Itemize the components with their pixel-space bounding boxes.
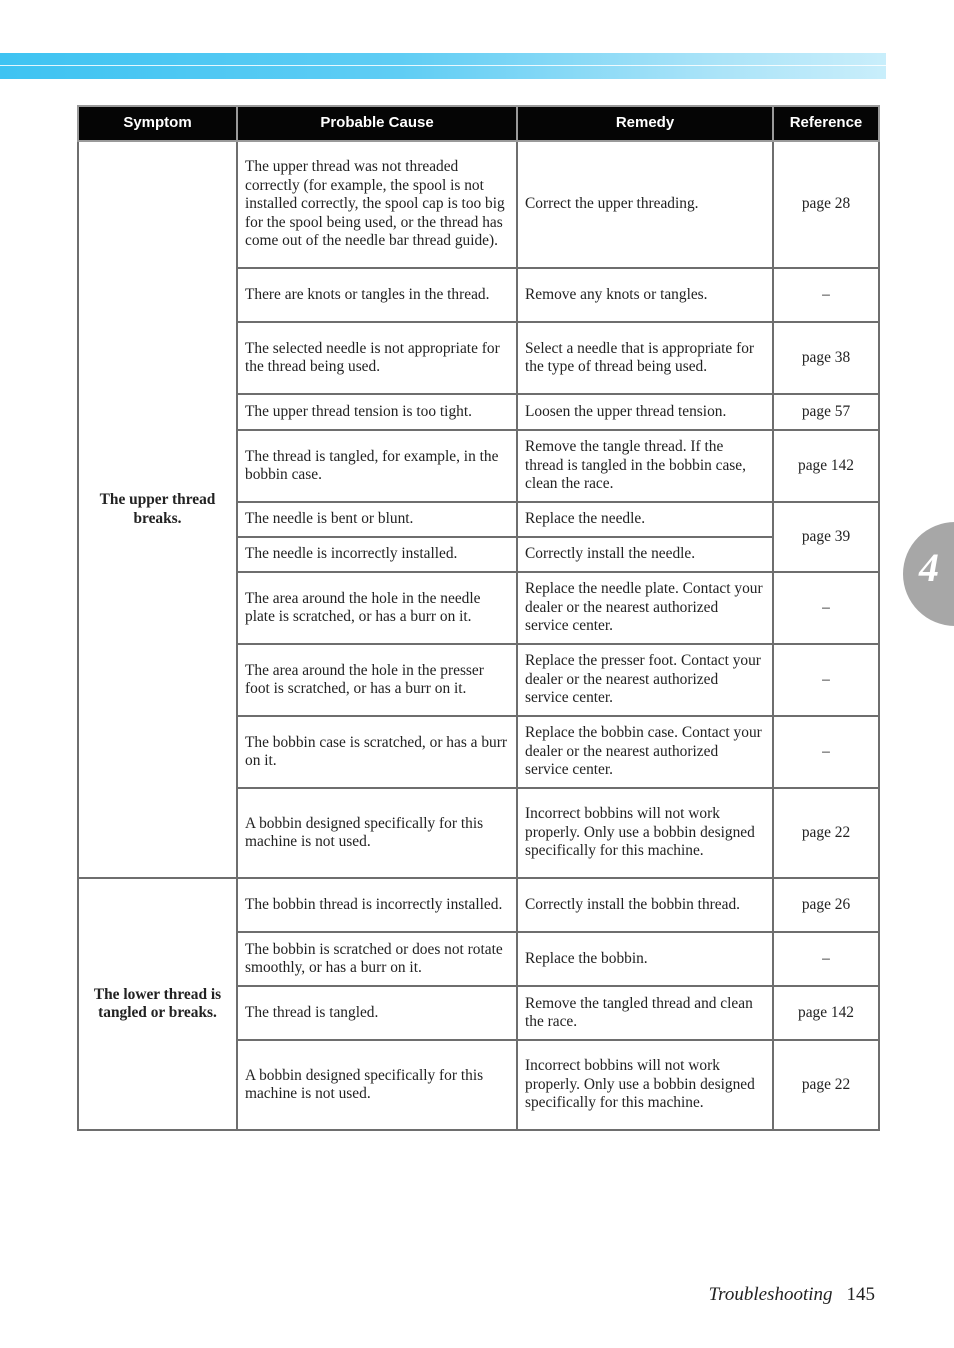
cause-cell: The needle is bent or blunt. — [237, 502, 517, 537]
cause-cell: There are knots or tangles in the thread. — [237, 268, 517, 322]
remedy-cell: Replace the presser foot. Contact your dealer or the nearest authorized service center. — [517, 644, 773, 716]
symptom-cell: The lower thread is tangled or breaks. — [78, 878, 237, 1130]
cause-cell: The needle is incorrectly installed. — [237, 537, 517, 572]
page-footer — [709, 1284, 875, 1306]
remedy-cell: Replace the needle. — [517, 502, 773, 537]
column-header-remedy: Remedy — [517, 106, 773, 141]
reference-cell: page 142 — [773, 430, 879, 502]
reference-cell: – — [773, 644, 879, 716]
reference-cell: – — [773, 716, 879, 788]
cause-cell: The bobbin case is scratched, or has a burr on it. — [237, 716, 517, 788]
reference-cell: – — [773, 572, 879, 644]
reference-cell: page 39 — [773, 502, 879, 572]
cause-cell: The selected needle is not appropriate for the thread being used. — [237, 322, 517, 394]
reference-cell: page 26 — [773, 878, 879, 932]
column-header-symptom: Symptom — [78, 106, 237, 141]
reference-cell: page 38 — [773, 322, 879, 394]
cause-cell: The upper thread was not threaded correctly (for example, the spool is not installed correctly, the spool cap is too big for the spool being used, or the thread has come out of the needle bar thread guide). — [237, 141, 517, 268]
reference-cell: – — [773, 932, 879, 986]
reference-cell: page 22 — [773, 788, 879, 878]
remedy-cell: Incorrect bobbins will not work properly. Only use a bobbin designed specifically for this machine. — [517, 788, 773, 878]
cause-cell: The thread is tangled, for example, in the bobbin case. — [237, 430, 517, 502]
remedy-cell: Correct the upper threading. — [517, 141, 773, 268]
remedy-cell: Replace the bobbin case. Contact your dealer or the nearest authorized service center. — [517, 716, 773, 788]
chapter-tab — [903, 522, 954, 626]
remedy-cell: Remove the tangle thread. If the thread is tangled in the bobbin case, clean the race. — [517, 430, 773, 502]
reference-cell: – — [773, 268, 879, 322]
column-header-cause: Probable Cause — [237, 106, 517, 141]
reference-cell: page 142 — [773, 986, 879, 1040]
remedy-cell: Correctly install the bobbin thread. — [517, 878, 773, 932]
footer-section-title: Troubleshooting — [708, 1284, 833, 1305]
remedy-cell: Replace the bobbin. — [517, 932, 773, 986]
reference-cell: page 22 — [773, 1040, 879, 1130]
cause-cell: The upper thread tension is too tight. — [237, 394, 517, 430]
remedy-cell: Correctly install the needle. — [517, 537, 773, 572]
cause-cell: The area around the hole in the needle plate is scratched, or has a burr on it. — [237, 572, 517, 644]
reference-cell: page 57 — [773, 394, 879, 430]
remedy-cell: Replace the needle plate. Contact your dealer or the nearest authorized service center. — [517, 572, 773, 644]
reference-cell: page 28 — [773, 141, 879, 268]
header-color-band — [0, 53, 886, 79]
cause-cell: The thread is tangled. — [237, 986, 517, 1040]
cause-cell: The bobbin thread is incorrectly installed. — [237, 878, 517, 932]
remedy-cell: Select a needle that is appropriate for the type of thread being used. — [517, 322, 773, 394]
table-row — [78, 141, 879, 268]
remedy-cell: Remove the tangled thread and clean the race. — [517, 986, 773, 1040]
troubleshooting-table — [77, 105, 880, 1131]
remedy-cell: Incorrect bobbins will not work properly. Only use a bobbin designed specifically for this machine. — [517, 1040, 773, 1130]
remedy-cell: Loosen the upper thread tension. — [517, 394, 773, 430]
table-header-row — [78, 106, 879, 141]
page-number: 145 — [846, 1284, 875, 1305]
cause-cell: A bobbin designed specifically for this machine is not used. — [237, 1040, 517, 1130]
cause-cell: The bobbin is scratched or does not rotate smoothly, or has a burr on it. — [237, 932, 517, 986]
remedy-cell: Remove any knots or tangles. — [517, 268, 773, 322]
column-header-reference: Reference — [773, 106, 879, 141]
symptom-cell: The upper thread breaks. — [78, 141, 237, 878]
cause-cell: The area around the hole in the presser foot is scratched, or has a burr on it. — [237, 644, 517, 716]
chapter-number: 4 — [919, 545, 939, 590]
cause-cell: A bobbin designed specifically for this machine is not used. — [237, 788, 517, 878]
table-row — [78, 878, 879, 932]
